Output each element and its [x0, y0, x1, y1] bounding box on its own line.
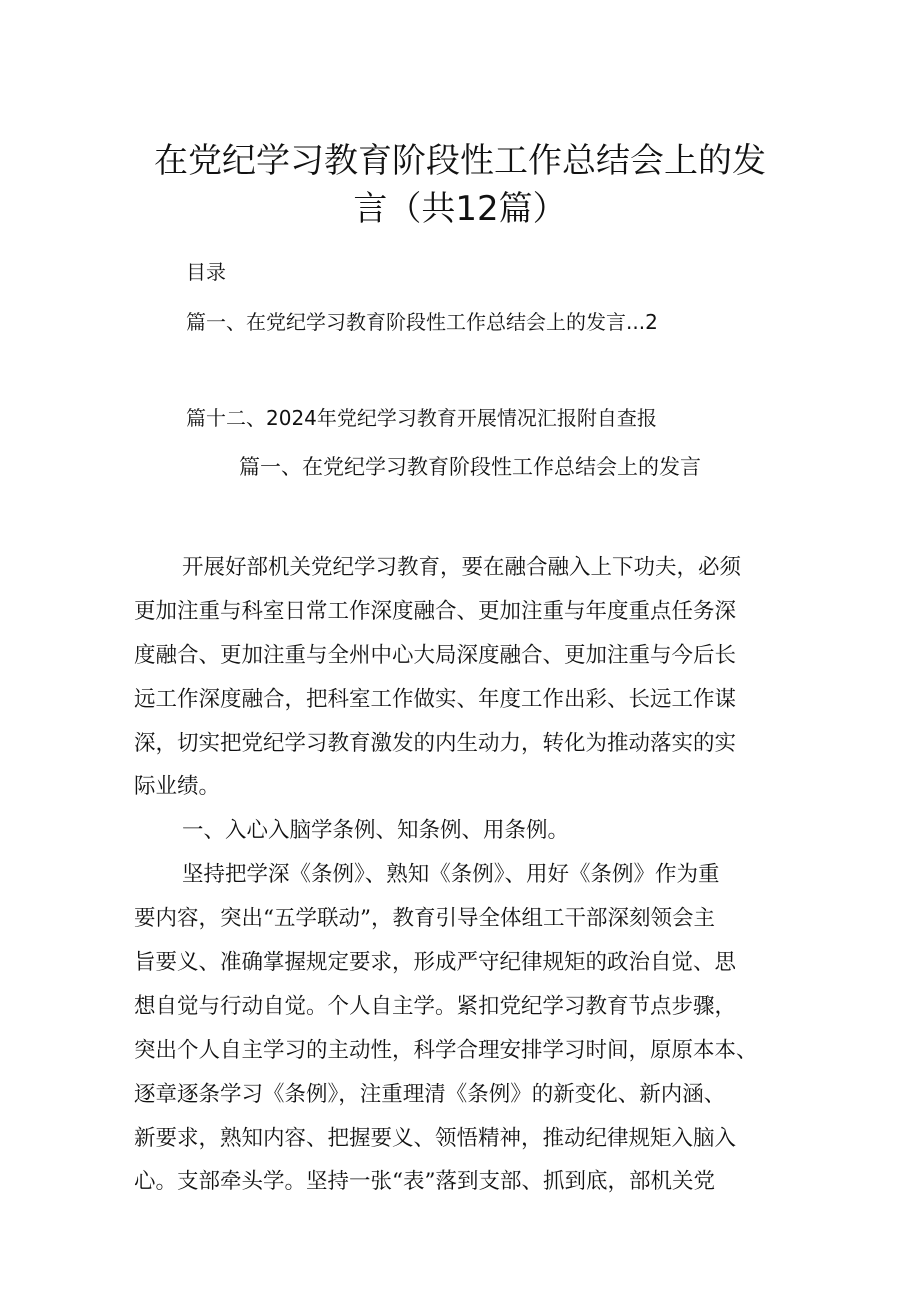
section-heading: 篇一、在党纪学习教育阶段性工作总结会上的发言 — [239, 455, 701, 479]
toc-item-1[interactable]: 篇一、在党纪学习教育阶段性工作总结会上的发言...2 — [186, 310, 658, 334]
paragraph-line: 深，切实把党纪学习教育激发的内生动力，转化为推动落实的实 — [134, 730, 737, 756]
paragraph-line: 想自觉与行动自觉。个人自主学。紧扣党纪学习教育节点步骤， — [134, 993, 737, 1019]
paragraph-line: 际业绩。 — [134, 774, 221, 800]
subheading-line: 一、入心入脑学条例、知条例、用条例。 — [182, 818, 570, 844]
paragraph-line: 要内容，突出“五学联动”，教育引导全体组工干部深刻领会主 — [134, 906, 715, 932]
paragraph-line: 度融合、更加注重与全州中心大局深度融合、更加注重与今后长 — [134, 642, 737, 668]
paragraph-line: 更加注重与科室日常工作深度融合、更加注重与年度重点任务深 — [134, 598, 737, 624]
paragraph-line: 远工作深度融合，把科室工作做实、年度工作出彩、长远工作谋 — [134, 686, 737, 712]
toc-label: 目录 — [186, 260, 226, 284]
paragraph-line: 逐章逐条学习《条例》，注重理清《条例》的新变化、新内涵、 — [134, 1081, 726, 1107]
toc-item-12[interactable]: 篇十二、2024年党纪学习教育开展情况汇报附自查报 — [186, 406, 657, 430]
paragraph-line: 新要求，熟知内容、把握要义、领悟精神，推动纪律规矩入脑入 — [134, 1125, 737, 1151]
paragraph-line: 旨要义、准确掌握规定要求，形成严守纪律规矩的政治自觉、思 — [134, 950, 737, 976]
body-text — [134, 546, 794, 1204]
paragraph-line: 心。支部牵头学。坚持一张“表”落到支部、抓到底，部机关党 — [134, 1169, 715, 1195]
paragraph-line: 坚持把学深《条例》、熟知《条例》、用好《条例》作为重 — [182, 862, 720, 888]
document-title-line-2: 言（共12篇） — [353, 189, 567, 229]
paragraph-line: 突出个人自主学习的主动性，科学合理安排学习时间，原原本本、 — [134, 1037, 758, 1063]
paragraph-line: 开展好部机关党纪学习教育，要在融合融入上下功夫，必须 — [182, 555, 742, 580]
document-title-line-1: 在党纪学习教育阶段性工作总结会上的发 — [154, 141, 766, 181]
